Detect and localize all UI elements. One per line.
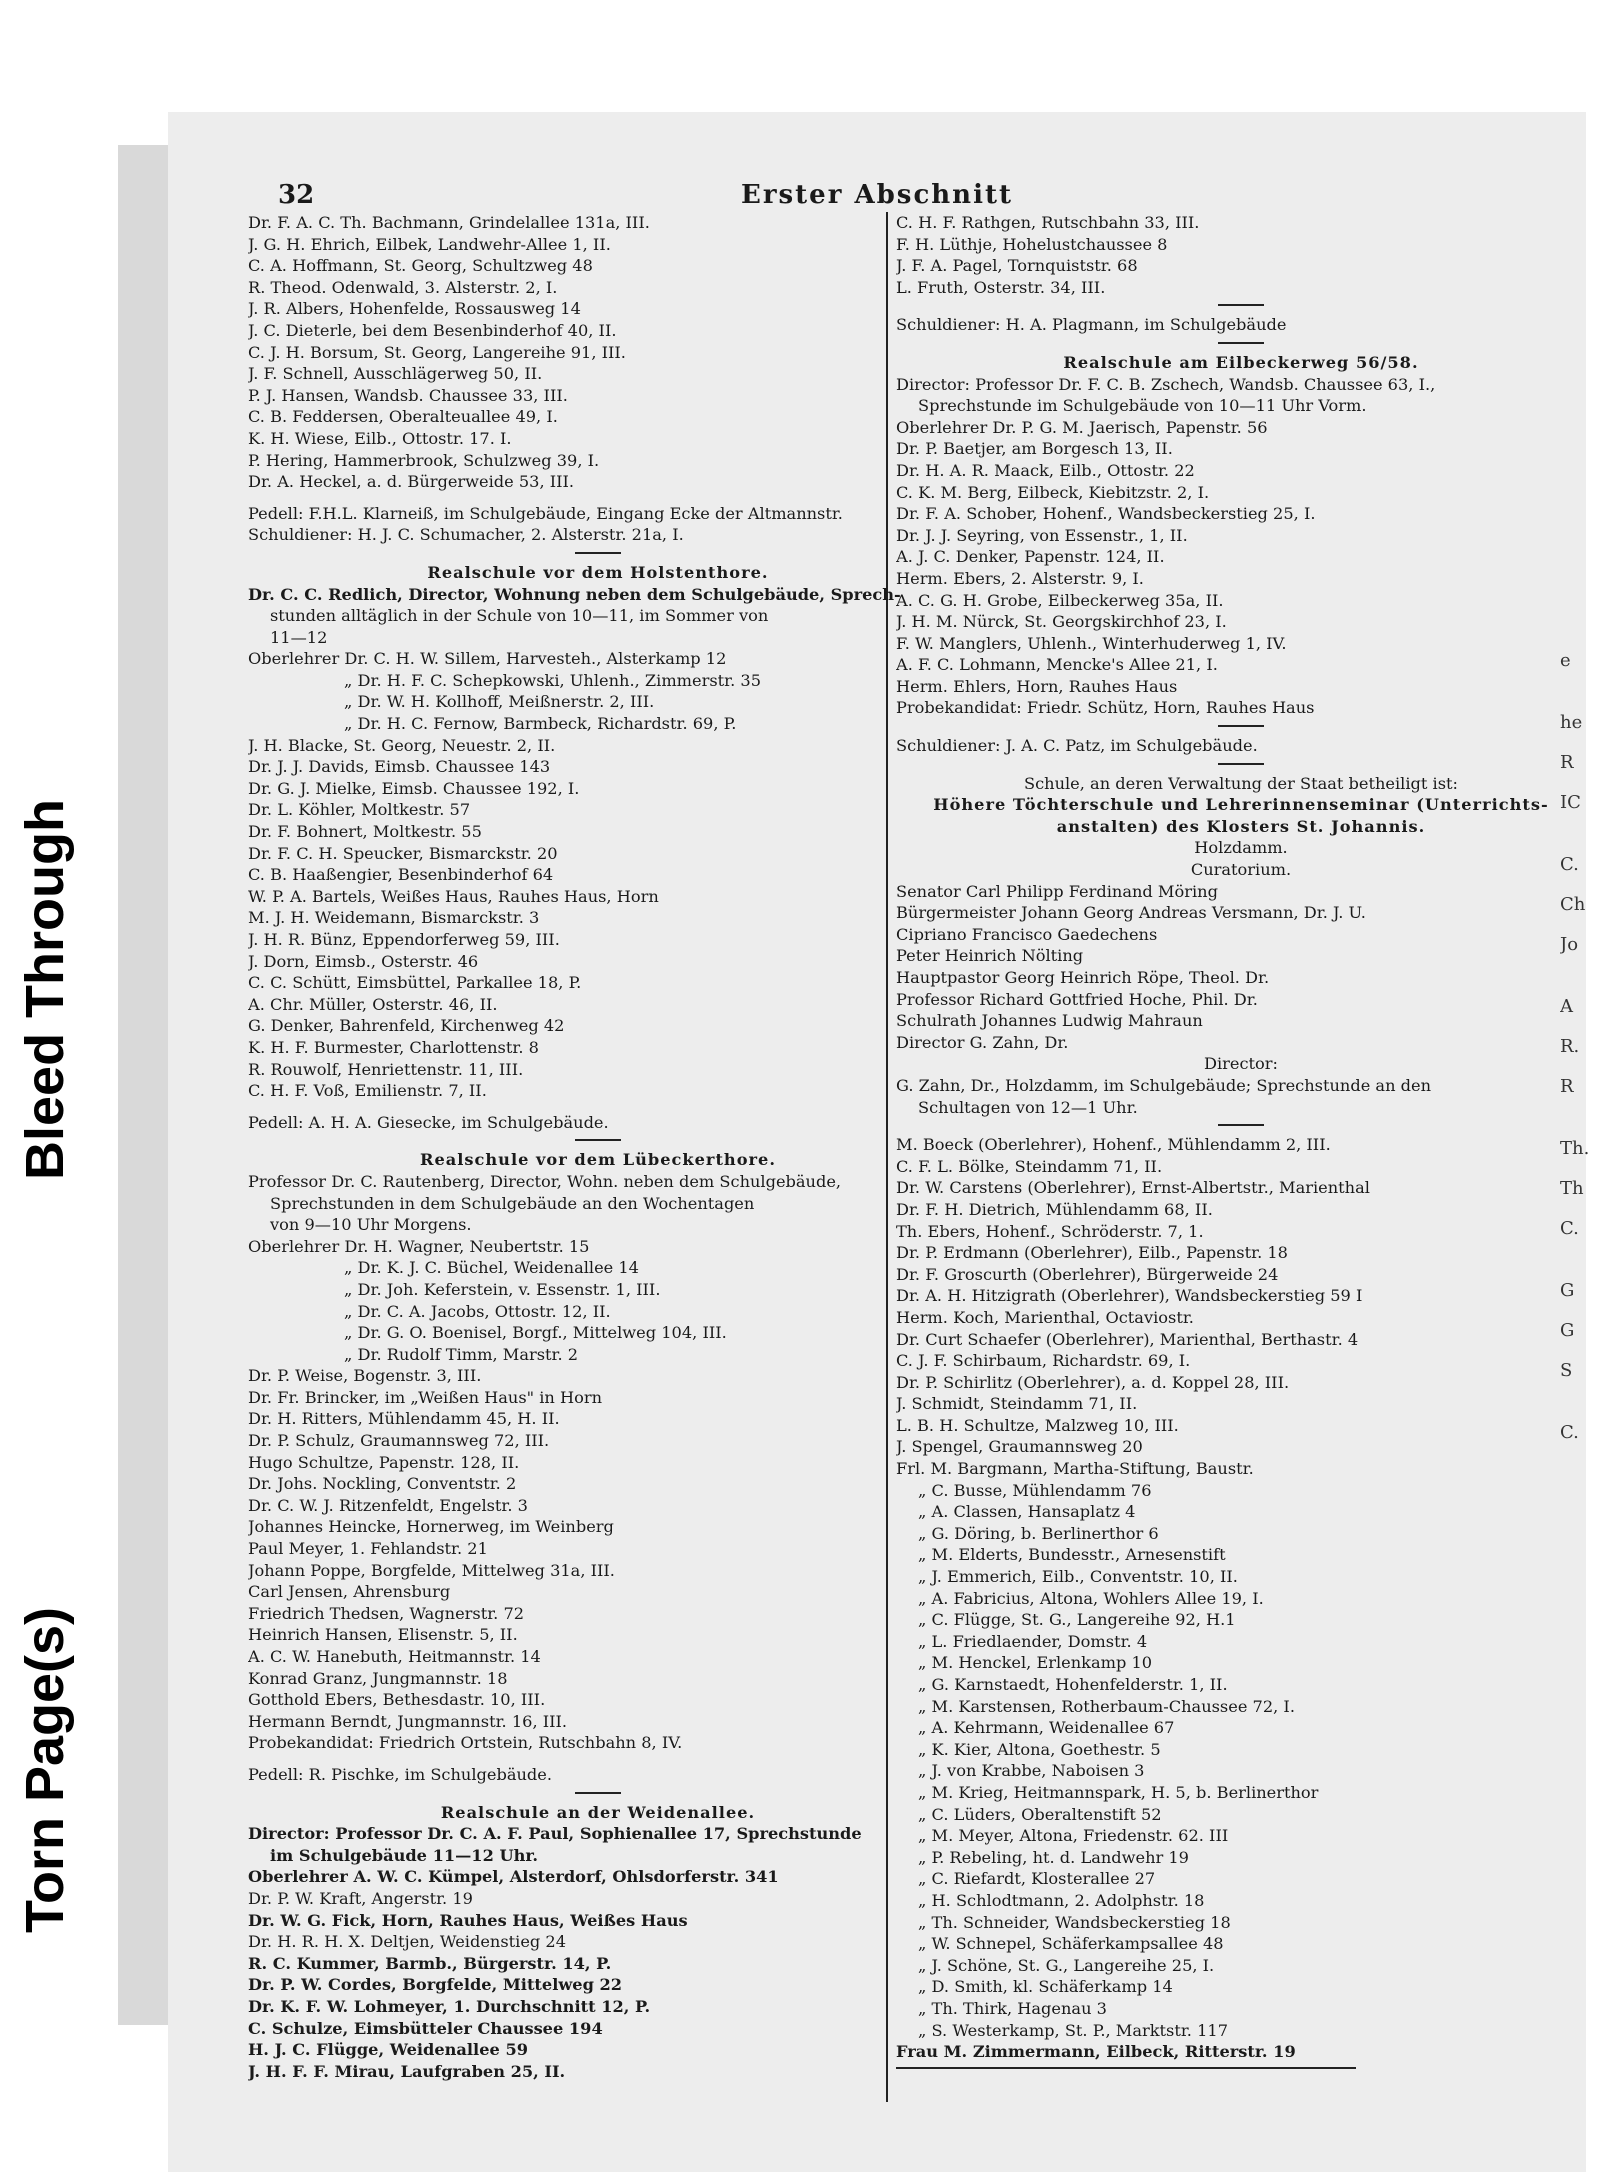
edge-fragment: A [1560,996,1573,1017]
entry-line: Oberlehrer Dr. P. G. M. Jaerisch, Papenstr. 56 [896,417,1268,437]
spacer [248,493,948,503]
entry-line: „ Dr. H. C. Fernow, Barmbeck, Richardstr. 69, P. [344,714,737,734]
edge-fragment: G [1560,1280,1575,1301]
edge-fragment: C. [1560,1218,1579,1239]
entry-line: „ A. Fabricius, Altona, Wohlers Allee 19, I. [918,1588,1264,1608]
entry-line: F. W. Manglers, Uhlenh., Winterhuderweg 1, IV. [896,633,1287,653]
entry-line: F. H. Lüthje, Hohelustchaussee 8 [896,234,1168,254]
entry-line: L. B. H. Schultze, Malzweg 10, III. [896,1415,1179,1435]
centered-line: Curatorium. [1190,860,1292,880]
entry-line: „ D. Smith, kl. Schäferkamp 14 [918,1977,1173,1997]
entry-line: C. B. Feddersen, Oberalteuallee 49, I. [248,407,558,427]
edge-fragment: R [1560,752,1574,773]
entry-line: Sprechstunden in dem Schulgebäude an den Wochentagen [270,1193,755,1213]
entry-line: Hermann Berndt, Jungmannstr. 16, III. [248,1711,568,1731]
entry-line: Dr. C. C. Redlich, Director, Wohnung neben dem Schulgebäude, Sprech- [248,584,901,604]
entry-line: P. J. Hansen, Wandsb. Chaussee 33, III. [248,385,568,405]
end-rule [896,2067,1356,2069]
entry-line: Cipriano Francisco Gaedechens [896,924,1158,944]
edge-fragment: Ch [1560,894,1586,915]
entry-line: C. H. F. Voß, Emilienstr. 7, II. [248,1081,487,1101]
section-rule [575,1139,621,1141]
entry-line: „ Dr. C. A. Jacobs, Ottostr. 12, II. [344,1301,611,1321]
entry-line: Schuldiener: H. A. Plagmann, im Schulgebäude [896,315,1287,335]
entry-line: Gotthold Ebers, Bethesdastr. 10, III. [248,1690,546,1710]
entry-line: „ Th. Schneider, Wandsbeckerstieg 18 [918,1912,1231,1932]
entry-line: Friedrich Thedsen, Wagnerstr. 72 [248,1603,525,1623]
section-heading: Höhere Töchterschule und Lehrerinnenseminar (Unterrichts- [933,795,1549,815]
edge-fragment: R [1560,1076,1574,1097]
section-rule [575,552,621,554]
entry-line: Bürgermeister Johann Georg Andreas Versmann, Dr. J. U. [896,903,1366,923]
section-heading: Realschule an der Weidenallee. [440,1802,756,1822]
entry-line: Dr. Curt Schaefer (Oberlehrer), Marienthal, Berthastr. 4 [896,1329,1359,1349]
entry-line: C. A. Hoffmann, St. Georg, Schultzweg 48 [248,256,593,276]
entry-line: Dr. F. A. Schober, Hohenf., Wandsbeckerstieg 25, I. [896,504,1316,524]
entry-line: Herm. Ehlers, Horn, Rauhes Haus [896,676,1178,696]
entry-line: J. H. Blacke, St. Georg, Neuestr. 2, II. [248,735,556,755]
entry-line: Director G. Zahn, Dr. [896,1032,1069,1052]
section-rule [1218,763,1264,765]
entry-line: R. C. Kummer, Barmb., Bürgerstr. 14, P. [248,1953,612,1973]
entry-line: C. B. Haaßengier, Besenbinderhof 64 [248,865,554,885]
entry-line: K. H. Wiese, Eilb., Ottostr. 17. I. [248,428,512,448]
entry-line: Johann Poppe, Borgfelde, Mittelweg 31a, III. [248,1560,615,1580]
centered-line: Schule, an deren Verwaltung der Staat betheiligt ist: [1024,773,1458,793]
entry-line: Carl Jensen, Ahrensburg [248,1582,451,1602]
entry-line: Frl. M. Bargmann, Martha-Stiftung, Baustr. [896,1459,1254,1479]
running-head [168,180,1586,214]
section-heading: Realschule vor dem Lübeckerthore. [420,1150,776,1170]
entry-line: Pedell: A. H. A. Giesecke, im Schulgebäude. [248,1112,609,1132]
edge-fragment: C. [1560,1422,1579,1443]
entry-line: Frau M. Zimmermann, Eilbeck, Ritterstr. 19 [896,2042,1296,2062]
edge-fragment: Th [1560,1178,1584,1199]
entry-line: „ J. von Krabbe, Naboisen 3 [918,1761,1145,1781]
entry-line: Herm. Ebers, 2. Alsterstr. 9, I. [896,568,1144,588]
entry-line: Director: Professor Dr. F. C. B. Zschech, Wandsb. Chaussee 63, I., [896,374,1436,394]
entry-line: W. P. A. Bartels, Weißes Haus, Rauhes Haus, Horn [248,886,659,906]
section-rule [575,1792,621,1794]
entry-line: Probekandidat: Friedrich Ortstein, Rutschbahn 8, IV. [248,1733,683,1753]
entry-line: Konrad Granz, Jungmannstr. 18 [248,1668,508,1688]
entry-line: R. Rouwolf, Henriettenstr. 11, III. [248,1059,524,1079]
entry-line: „ Th. Thirk, Hagenau 3 [918,1998,1107,2018]
entry-line: „ C. Lüders, Oberaltenstift 52 [918,1804,1162,1824]
section-rule [1218,342,1264,344]
entry-line: Dr. P. Schulz, Graumannsweg 72, III. [248,1431,550,1451]
centered-line: Holzdamm. [1194,838,1288,858]
entry-line: von 9—10 Uhr Morgens. [270,1215,472,1235]
page-title: Erster Abschnitt [741,180,1013,210]
entry-line: „ K. Kier, Altona, Goethestr. 5 [918,1739,1161,1759]
entry-line: Peter Heinrich Nölting [896,946,1084,966]
entry-line: Dr. J. J. Davids, Eimsb. Chaussee 143 [248,757,551,777]
left-column [248,212,948,2082]
entry-line: Schulrath Johannes Ludwig Mahraun [896,1011,1203,1031]
entry-line: „ J. Schöne, St. G., Langereihe 25, I. [918,1955,1215,1975]
entry-line: „ A. Classen, Hansaplatz 4 [918,1502,1136,1522]
entry-line: „ J. Emmerich, Eilb., Conventstr. 10, II. [918,1567,1238,1587]
torn-pages-label: Torn Page(s) [15,1606,75,1934]
entry-line: Dr. F. A. C. Th. Bachmann, Grindelallee 131a, III. [248,213,650,232]
entry-line: Dr. P. Schirlitz (Oberlehrer), a. d. Koppel 28, III. [896,1372,1290,1392]
entry-line: C. H. F. Rathgen, Rutschbahn 33, III. [896,213,1200,232]
entry-line: Oberlehrer Dr. H. Wagner, Neubertstr. 15 [248,1236,590,1256]
entry-line: C. F. L. Bölke, Steindamm 71, II. [896,1156,1163,1176]
page-shadow-strip [118,145,170,2025]
entry-line: J. H. M. Nürck, St. Georgskirchhof 23, I. [896,612,1227,632]
entry-line: G. Zahn, Dr., Holzdamm, im Schulgebäude; Sprechstunde an den [896,1075,1432,1095]
entry-line: Schultagen von 12—1 Uhr. [918,1097,1138,1117]
entry-line: Dr. P. W. Cordes, Borgfelde, Mittelweg 22 [248,1975,623,1995]
entry-line: „ H. Schlodtmann, 2. Adolphstr. 18 [918,1890,1205,1910]
page-number: 32 [278,180,315,210]
entry-line: „ Dr. Rudolf Timm, Marstr. 2 [344,1344,579,1364]
adjacent-page-edge [1560,650,1600,2050]
entry-line: Paul Meyer, 1. Fehlandstr. 21 [248,1539,488,1559]
entry-line: „ G. Karnstaedt, Hohenfelderstr. 1, II. [918,1675,1228,1694]
entry-line: Dr. H. R. H. X. Deltjen, Weidenstieg 24 [248,1932,567,1952]
entry-line: C. C. Schütt, Eimsbüttel, Parkallee 18, P. [248,973,582,993]
bleed-through-label: Bleed Through [15,799,75,1181]
section-rule [1218,725,1264,727]
entry-line: Dr. L. Köhler, Moltkestr. 57 [248,800,471,820]
entry-line: Heinrich Hansen, Elisenstr. 5, II. [248,1625,518,1645]
entry-line: J. F. A. Pagel, Tornquiststr. 68 [896,256,1138,276]
entry-line: „ W. Schnepel, Schäferkampsallee 48 [918,1934,1224,1954]
entry-line: Probekandidat: Friedr. Schütz, Horn, Rauhes Haus [896,698,1315,718]
entry-line: Pedell: F.H.L. Klarneiß, im Schulgebäude, Eingang Ecke der Altmannstr. [248,503,843,523]
entry-line: Dr. F. Groscurth (Oberlehrer), Bürgerweide 24 [896,1264,1279,1284]
edge-fragment: S [1560,1360,1573,1381]
edge-fragment: C. [1560,854,1579,875]
entry-line: „ C. Riefardt, Klosterallee 27 [918,1869,1156,1889]
entry-line: Dr. H. Ritters, Mühlendamm 45, H. II. [248,1409,560,1429]
entry-line: Professor Dr. C. Rautenberg, Director, Wohn. neben dem Schulgebäude, [248,1171,842,1191]
section-rule [1218,304,1264,306]
entry-line: J. G. H. Ehrich, Eilbek, Landwehr-Allee 1, II. [248,234,611,254]
section-heading: anstalten) des Klosters St. Johannis. [1056,816,1426,836]
entry-line: C. Schulze, Eimsbütteler Chaussee 194 [248,2018,603,2038]
entry-line: im Schulgebäude 11—12 Uhr. [270,1845,539,1865]
entry-line: „ M. Elderts, Bundesstr., Arnesenstift [918,1545,1226,1565]
entry-line: Dr. C. W. J. Ritzenfeldt, Engelstr. 3 [248,1495,528,1515]
entry-line: C. K. M. Berg, Eilbeck, Kiebitzstr. 2, I. [896,482,1210,502]
entry-line: Dr. Fr. Brincker, im „Weißen Haus" in Horn [248,1387,603,1407]
entry-line: Pedell: R. Pischke, im Schulgebäude. [248,1764,552,1784]
entry-line: 11—12 [270,627,328,647]
entry-line: J. H. F. F. Mirau, Laufgraben 25, II. [248,2061,566,2081]
entry-line: „ P. Rebeling, ht. d. Landwehr 19 [918,1847,1189,1867]
entry-line: J. Spengel, Graumannsweg 20 [896,1437,1143,1457]
entry-line: J. Dorn, Eimsb., Osterstr. 46 [248,951,479,971]
entry-line: Senator Carl Philipp Ferdinand Möring [896,881,1218,901]
entry-line: R. Theod. Odenwald, 3. Alsterstr. 2, I. [248,277,558,297]
entry-line: L. Fruth, Osterstr. 34, III. [896,277,1106,297]
entry-line: Dr. P. Baetjer, am Borgesch 13, II. [896,439,1173,459]
entry-line: Dr. A. Heckel, a. d. Bürgerweide 53, III. [248,472,575,492]
entry-line: Schuldiener: H. J. C. Schumacher, 2. Alsterstr. 21a, I. [248,525,684,545]
entry-line: Dr. K. F. W. Lohmeyer, 1. Durchschnitt 12, P. [248,1996,651,2016]
entry-line: A. Chr. Müller, Osterstr. 46, II. [248,994,498,1014]
entry-line: C. J. F. Schirbaum, Richardstr. 69, I. [896,1351,1191,1371]
entry-line: M. J. H. Weidemann, Bismarckstr. 3 [248,908,540,928]
entry-line: „ Dr. H. F. C. Schepkowski, Uhlenh., Zimmerstr. 35 [344,670,761,690]
entry-line: „ L. Friedlaender, Domstr. 4 [918,1631,1148,1651]
entry-line: Dr. P. Erdmann (Oberlehrer), Eilb., Papenstr. 18 [896,1243,1288,1263]
entry-line: „ Dr. K. J. C. Büchel, Weidenallee 14 [344,1258,639,1278]
entry-line: Sprechstunde im Schulgebäude von 10—11 Uhr Vorm. [918,396,1367,416]
entry-line: „ Dr. W. H. Kollhoff, Meißnerstr. 2, III. [344,692,655,712]
entry-line: Dr. Johs. Nockling, Conventstr. 2 [248,1474,517,1494]
edge-fragment: IC [1560,792,1581,813]
entry-line: Dr. W. G. Fick, Horn, Rauhes Haus, Weißes Haus [248,1910,688,1930]
entry-line: Professor Richard Gottfried Hoche, Phil. Dr. [896,989,1258,1009]
entry-line: J. C. Dieterle, bei dem Besenbinderhof 40, II. [248,320,617,340]
section-rule [1218,1124,1264,1126]
entry-line: Director: Professor Dr. C. A. F. Paul, Sophienallee 17, Sprechstunde [248,1824,862,1844]
entry-line: M. Boeck (Oberlehrer), Hohenf., Mühlendamm 2, III. [896,1135,1331,1155]
edge-fragment: he [1560,712,1583,733]
entry-line: A. J. C. Denker, Papenstr. 124, II. [896,547,1165,567]
entry-line: „ G. Döring, b. Berlinerthor 6 [918,1523,1159,1543]
edge-fragment: G [1560,1320,1575,1341]
entry-line: Dr. G. J. Mielke, Eimsb. Chaussee 192, I. [248,778,580,798]
entry-line: Dr. H. A. R. Maack, Eilb., Ottostr. 22 [896,460,1195,480]
entry-line: „ Dr. G. O. Boenisel, Borgf., Mittelweg 104, III. [344,1323,727,1343]
entry-line: Dr. P. W. Kraft, Angerstr. 19 [248,1888,473,1908]
edge-fragment: Jo [1560,934,1579,955]
entry-line: P. Hering, Hammerbrook, Schulzweg 39, I. [248,450,600,470]
entry-line: „ M. Meyer, Altona, Friedenstr. 62. III [918,1826,1229,1846]
entry-line: „ Dr. Joh. Keferstein, v. Essenstr. 1, III. [344,1279,661,1299]
entry-line: K. H. F. Burmester, Charlottenstr. 8 [248,1037,539,1057]
entry-line: Dr. A. H. Hitzigrath (Oberlehrer), Wandsbeckerstieg 59 I [896,1286,1363,1306]
entry-line: Johannes Heincke, Hornerweg, im Weinberg [248,1517,614,1537]
edge-fragment: Th. [1560,1138,1590,1159]
entry-line: „ M. Krieg, Heitmannspark, H. 5, b. Berlinerthor [918,1782,1319,1802]
spacer [248,1102,948,1112]
entry-line: „ C. Busse, Mühlendamm 76 [918,1480,1152,1500]
entry-line: Dr. P. Weise, Bogenstr. 3, III. [248,1366,482,1386]
spacer [248,1754,948,1764]
entry-line: „ C. Flügge, St. G., Langereihe 92, H.1 [918,1610,1236,1630]
centered-line: Director: [1204,1054,1278,1074]
entry-line: A. C. W. Hanebuth, Heitmannstr. 14 [248,1647,541,1666]
entry-line: „ A. Kehrmann, Weidenallee 67 [918,1718,1175,1738]
entry-line: H. J. C. Flügge, Weidenallee 59 [248,2040,528,2060]
entry-line: Dr. F. C. H. Speucker, Bismarckstr. 20 [248,843,558,863]
entry-line: „ M. Karstensen, Rotherbaum-Chaussee 72, I. [918,1696,1295,1716]
entry-line: Oberlehrer A. W. C. Kümpel, Alsterdorf, Ohlsdorferstr. 341 [248,1867,779,1887]
entry-line: A. F. C. Lohmann, Mencke's Allee 21, I. [896,655,1218,675]
right-column [896,212,1586,2069]
entry-line: J. Schmidt, Steindamm 71, II. [896,1394,1138,1414]
entry-line: A. C. G. H. Grobe, Eilbeckerweg 35a, II. [896,590,1224,610]
entry-line: Dr. F. Bohnert, Moltkestr. 55 [248,822,482,842]
document-page [168,112,1586,2172]
entry-line: J. F. Schnell, Ausschlägerweg 50, II. [248,364,543,384]
entry-line: Dr. W. Carstens (Oberlehrer), Ernst-Albertstr., Marienthal [896,1178,1370,1198]
entry-line: Hauptpastor Georg Heinrich Röpe, Theol. Dr. [896,968,1270,987]
entry-line: Th. Ebers, Hohenf., Schröderstr. 7, 1. [896,1221,1204,1241]
entry-line: J. R. Albers, Hohenfelde, Rossausweg 14 [248,299,581,319]
entry-line: G. Denker, Bahrenfeld, Kirchenweg 42 [248,1016,565,1036]
entry-line: C. J. H. Borsum, St. Georg, Langereihe 91, III. [248,342,626,362]
entry-line: stunden alltäglich in der Schule von 10—11, im Sommer von [270,606,769,626]
edge-fragment: e [1560,650,1571,671]
entry-line: Dr. F. H. Dietrich, Mühlendamm 68, II. [896,1199,1213,1219]
entry-line: Oberlehrer Dr. C. H. W. Sillem, Harvesteh., Alsterkamp 12 [248,649,727,669]
entry-line: Dr. J. J. Seyring, von Essenstr., 1, II. [896,525,1188,545]
entry-line: J. H. R. Bünz, Eppendorferweg 59, III. [248,930,560,949]
entry-line: Schuldiener: J. A. C. Patz, im Schulgebäude. [896,736,1258,756]
entry-line: Hugo Schultze, Papenstr. 128, II. [248,1452,520,1472]
section-heading: Realschule am Eilbeckerweg 56/58. [1063,352,1419,372]
entry-line: „ M. Henckel, Erlenkamp 10 [918,1653,1153,1673]
edge-fragment: R. [1560,1036,1580,1057]
entry-line: „ S. Westerkamp, St. P., Marktstr. 117 [918,2020,1228,2040]
section-heading: Realschule vor dem Holstenthore. [427,562,769,582]
entry-line: Herm. Koch, Marienthal, Octaviostr. [896,1307,1194,1327]
